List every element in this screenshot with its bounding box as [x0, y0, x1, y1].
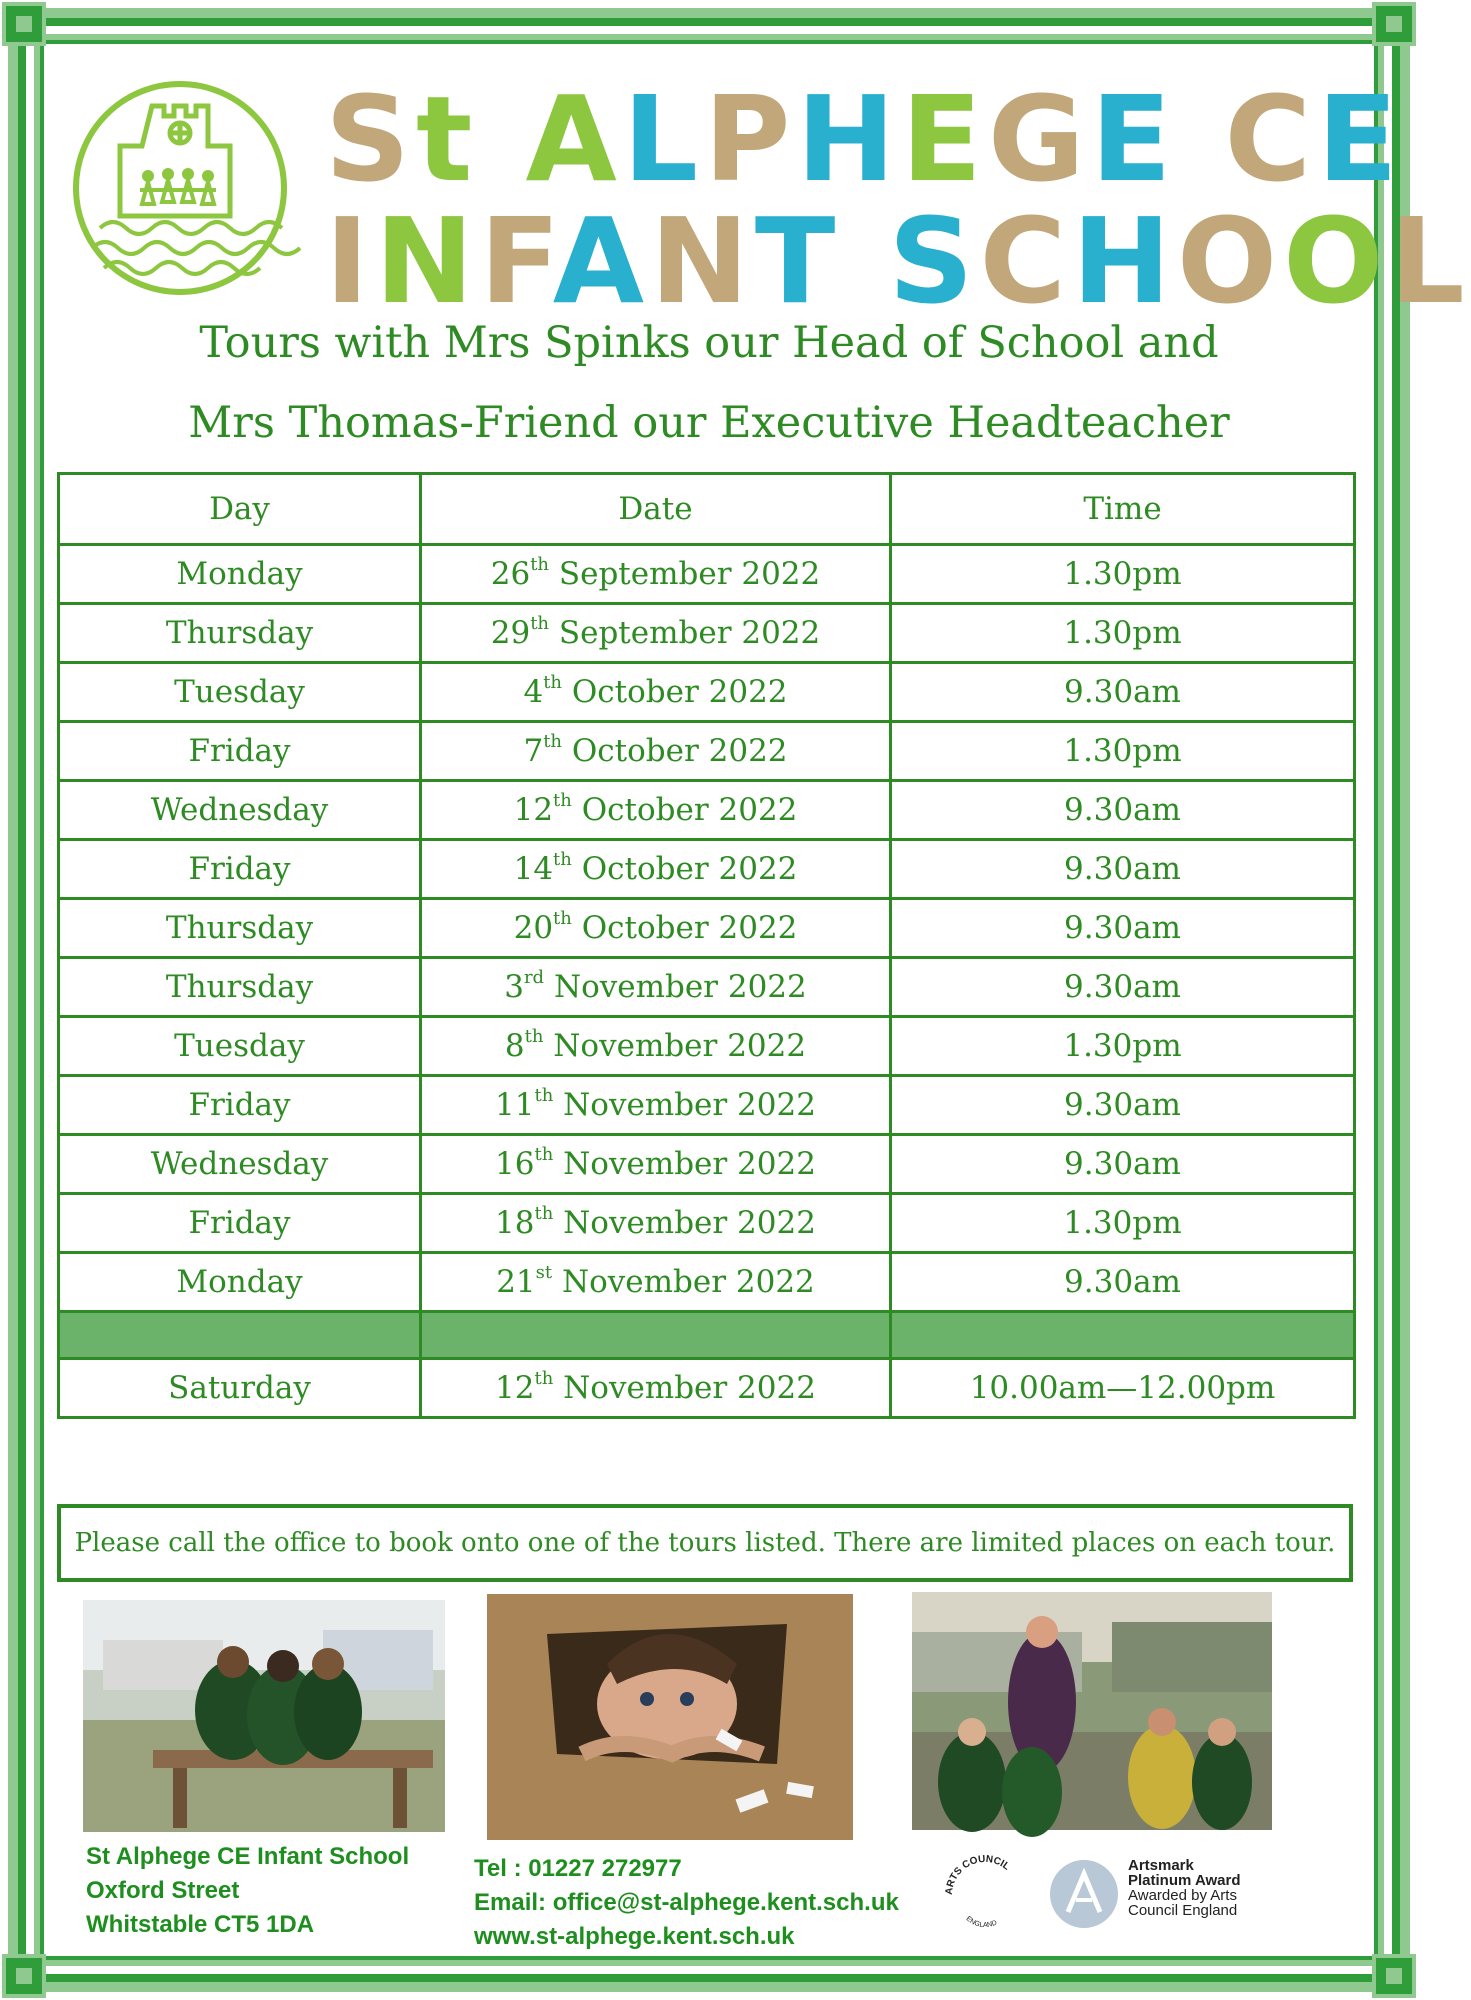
date-month-year: October 2022	[571, 733, 788, 769]
date-month-year: November 2022	[563, 1087, 816, 1123]
cell-day: Thursday	[59, 899, 421, 958]
cell-date	[421, 781, 891, 840]
table-header-row	[59, 474, 1355, 545]
date-month-year: November 2022	[553, 1028, 807, 1064]
cell-date	[421, 958, 891, 1017]
date-number: 4	[523, 674, 544, 710]
photo-children-at-bench	[83, 1600, 445, 1832]
artsmark-icon	[1048, 1858, 1120, 1930]
date-month-year: November 2022	[563, 1205, 816, 1241]
cell-date	[421, 1017, 891, 1076]
header-date: Date	[421, 474, 891, 545]
cell-time: 1.30pm	[891, 545, 1355, 604]
date-month-year: October 2022	[581, 910, 798, 946]
address-line3: Whitstable CT5 1DA	[86, 1911, 315, 1938]
corner-ornament-top-right	[1372, 2, 1416, 46]
table-row	[59, 1359, 1355, 1418]
cell-day: Monday	[59, 545, 421, 604]
header-time: Time	[891, 474, 1355, 545]
school-name-line2: INFANT SCHOOL	[325, 192, 1471, 330]
corner-ornament-bottom-left	[2, 1954, 46, 1998]
table-row	[59, 604, 1355, 663]
cell-time: 1.30pm	[891, 1017, 1355, 1076]
cell-day: Thursday	[59, 958, 421, 1017]
date-number: 26	[490, 556, 531, 592]
cell-date	[421, 1135, 891, 1194]
cell-time: 9.30am	[891, 840, 1355, 899]
date-month-year: October 2022	[581, 851, 798, 887]
date-number: 18	[495, 1205, 535, 1241]
cell-date	[421, 840, 891, 899]
school-name	[325, 70, 1471, 330]
date-number: 29	[490, 615, 531, 651]
cell-time: 1.30pm	[891, 722, 1355, 781]
table-row	[59, 1017, 1355, 1076]
cell-date	[421, 722, 891, 781]
award-line1: Artsmark	[1128, 1857, 1194, 1874]
table-row	[59, 1135, 1355, 1194]
divider-cell	[891, 1312, 1355, 1359]
arts-council-sub-text: ENGLAND	[964, 1915, 999, 1930]
date-suffix: th	[553, 849, 572, 870]
svg-text:ENGLAND	[965, 1915, 999, 1929]
date-suffix: rd	[523, 967, 545, 988]
award-line4: Council England	[1128, 1902, 1238, 1919]
divider-cell	[59, 1312, 421, 1359]
table-row	[59, 840, 1355, 899]
contact-email-link[interactable]: Email: office@st-alphege.kent.sch.uk	[474, 1889, 899, 1916]
date-month-year: September 2022	[558, 615, 821, 651]
date-number: 12	[513, 792, 554, 828]
school-name-line1: St ALPHEGE CE	[325, 70, 1404, 208]
contact-phone[interactable]: Tel : 01227 272977	[474, 1855, 682, 1882]
cell-time: 10.00am—12.00pm	[891, 1359, 1355, 1418]
table-row	[59, 663, 1355, 722]
date-suffix: st	[535, 1262, 553, 1283]
date-month-year: November 2022	[553, 969, 807, 1005]
arts-council-text: ARTS COUNCIL	[943, 1853, 1012, 1896]
date-number: 12	[495, 1370, 535, 1406]
date-number: 14	[513, 851, 554, 887]
date-month-year: November 2022	[563, 1370, 816, 1406]
cell-date	[421, 899, 891, 958]
photo-child-in-cardboard-box	[487, 1594, 853, 1840]
cell-date	[421, 604, 891, 663]
date-suffix: th	[543, 672, 563, 693]
table-row	[59, 958, 1355, 1017]
contact-details	[474, 1852, 899, 1954]
cell-day: Monday	[59, 1253, 421, 1312]
cell-day: Tuesday	[59, 1017, 421, 1076]
cell-time: 1.30pm	[891, 604, 1355, 663]
table-row	[59, 1194, 1355, 1253]
address-line1: St Alphege CE Infant School	[86, 1843, 410, 1870]
cell-day: Friday	[59, 1194, 421, 1253]
artsmark-award	[940, 1840, 1270, 1960]
date-suffix: th	[524, 1026, 544, 1047]
date-suffix: th	[534, 1203, 554, 1224]
cell-day: Wednesday	[59, 781, 421, 840]
school-address	[86, 1840, 409, 1942]
cell-date	[421, 1076, 891, 1135]
date-number: 3	[504, 969, 524, 1005]
tours-table	[57, 472, 1356, 1419]
cell-day: Tuesday	[59, 663, 421, 722]
tours-title-line1: Tours with Mrs Spinks our Head of School and	[199, 318, 1219, 368]
arts-council-logo-icon	[940, 1850, 1030, 1940]
cell-date	[421, 545, 891, 604]
date-month-year: September 2022	[558, 556, 821, 592]
school-logo-icon	[70, 78, 290, 298]
cell-time: 9.30am	[891, 663, 1355, 722]
award-line2: Platinum Award	[1128, 1872, 1241, 1889]
date-number: 7	[523, 733, 544, 769]
date-number: 21	[496, 1264, 536, 1300]
cell-date	[421, 1359, 891, 1418]
tours-title-line2: Mrs Thomas-Friend our Executive Headteacher	[188, 398, 1230, 448]
cell-date	[421, 1194, 891, 1253]
table-row	[59, 899, 1355, 958]
table-row	[59, 1253, 1355, 1312]
date-month-year: November 2022	[561, 1264, 815, 1300]
contact-website-link[interactable]: www.st-alphege.kent.sch.uk	[474, 1923, 795, 1950]
table-row	[59, 1076, 1355, 1135]
cell-time: 9.30am	[891, 781, 1355, 840]
cell-time: 9.30am	[891, 1135, 1355, 1194]
date-number: 16	[495, 1146, 535, 1182]
date-suffix: th	[534, 1368, 554, 1389]
table-divider-row	[59, 1312, 1355, 1359]
table-row	[59, 545, 1355, 604]
date-suffix: th	[553, 908, 572, 929]
date-number: 8	[504, 1028, 525, 1064]
table-row	[59, 781, 1355, 840]
cell-time: 9.30am	[891, 958, 1355, 1017]
date-month-year: October 2022	[581, 792, 798, 828]
date-suffix: th	[543, 731, 563, 752]
cell-date	[421, 663, 891, 722]
photo-children-dancing	[912, 1592, 1272, 1830]
cell-time: 9.30am	[891, 1076, 1355, 1135]
artsmark-label	[1128, 1858, 1241, 1918]
corner-ornament-top-left	[2, 2, 46, 46]
date-month-year: November 2022	[563, 1146, 816, 1182]
award-line3: Awarded by Arts	[1128, 1887, 1237, 1904]
booking-note: Please call the office to book onto one of the tours listed. There are limited places on each tour.	[57, 1504, 1353, 1582]
cell-day: Thursday	[59, 604, 421, 663]
cell-day: Wednesday	[59, 1135, 421, 1194]
cell-day: Saturday	[59, 1359, 421, 1418]
date-number: 20	[513, 910, 554, 946]
address-line2: Oxford Street	[86, 1877, 240, 1904]
date-suffix: th	[534, 1085, 554, 1106]
date-suffix: th	[553, 790, 572, 811]
cell-day: Friday	[59, 1076, 421, 1135]
svg-text:ARTS COUNCIL	[944, 1854, 1012, 1896]
date-month-year: October 2022	[571, 674, 788, 710]
date-suffix: th	[530, 554, 550, 575]
cell-time: 9.30am	[891, 899, 1355, 958]
date-number: 11	[495, 1087, 535, 1123]
header-day: Day	[59, 474, 421, 545]
cell-time: 1.30pm	[891, 1194, 1355, 1253]
table-row	[59, 722, 1355, 781]
cell-date	[421, 1253, 891, 1312]
cell-time: 9.30am	[891, 1253, 1355, 1312]
divider-cell	[421, 1312, 891, 1359]
cell-day: Friday	[59, 840, 421, 899]
corner-ornament-bottom-right	[1372, 1954, 1416, 1998]
date-suffix: th	[534, 1144, 554, 1165]
date-suffix: th	[530, 613, 550, 634]
cell-day: Friday	[59, 722, 421, 781]
